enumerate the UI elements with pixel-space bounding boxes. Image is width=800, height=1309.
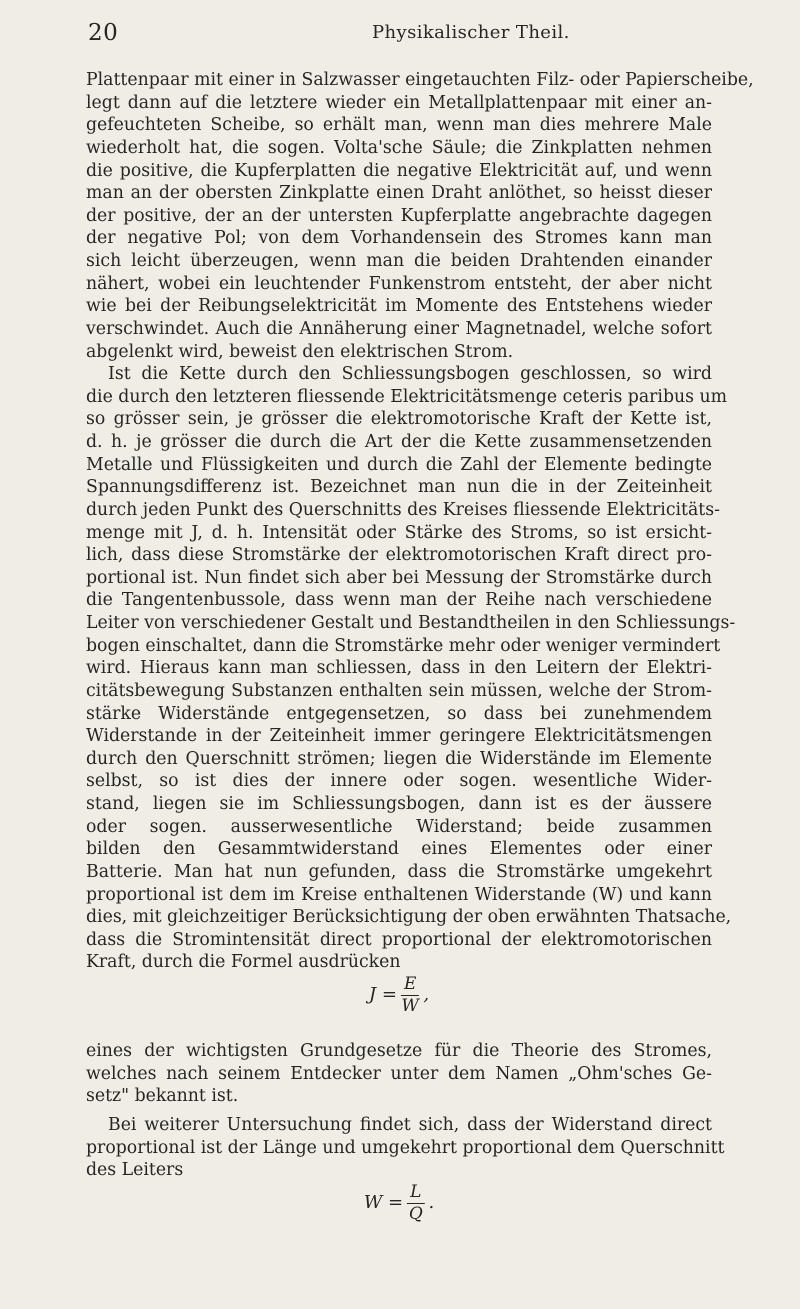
text-line: Batterie. Man hat nun gefunden, dass die Stromstärke umgekehrt [86, 861, 712, 882]
text-line: setz" bekannt ist. [86, 1086, 239, 1107]
text-line: eines der wichtigsten Grundgesetze für die Theorie des Stromes, [86, 1041, 712, 1061]
text-line: durch den Querschnitt strömen; liegen die Widerstände im Elemente [86, 748, 712, 769]
text-line: dies, mit gleichzeitiger Berücksichtigung der oben erwähnten Thatsache, [86, 907, 732, 928]
paragraph-volta-pile [86, 69, 754, 363]
text-line: Bei weiterer Untersuchung findet sich, dass der Widerstand direct [108, 1114, 712, 1135]
text-line: durch jeden Punkt des Querschnitts des Kreises fliessende Elektricitäts- [86, 499, 720, 520]
text-line: Widerstande in der Zeiteinheit immer geringere Elektricitätsmengen [86, 726, 712, 747]
text-line: wird. Hieraus kann man schliessen, dass in den Leitern der Elektri- [86, 658, 712, 679]
text-line: verschwindet. Auch die Annäherung einer Magnetnadel, welche sofort [86, 318, 712, 339]
text-line: stärke Widerstände entgegensetzen, so dass bei zunehmendem [86, 703, 712, 724]
text-line: so grösser sein, je grösser die elektromotorische Kraft der Kette ist, [86, 409, 712, 430]
text-line: Spannungsdifferenz ist. Bezeichnet man nun die in der Zeiteinheit [86, 477, 712, 498]
text-line: die positive, die Kupferplatten die negative Elektricität auf, und wenn [86, 160, 712, 181]
text-line: bilden den Gesammtwiderstand eines Elementes oder einer [86, 839, 712, 860]
text-line: proportional ist dem im Kreise enthaltenen Widerstande (W) und kann [86, 884, 712, 905]
text-line: gefeuchteten Scheibe, so erhält man, wenn man dies mehrere Male [86, 115, 712, 136]
text-line: legt dann auf die letztere wieder ein Metallplattenpaar mit einer an- [86, 92, 712, 113]
formula-lhs: J = [368, 984, 397, 1006]
formula-lhs: W = [363, 1191, 404, 1213]
text-line: wie bei der Reibungselektricität im Momente des Entstehens wieder [86, 296, 712, 317]
formula-denominator: W [401, 996, 419, 1016]
text-line: proportional ist der Länge und umgekehrt proportional dem Querschnitt [86, 1137, 725, 1158]
text-line: nähert, wobei ein leuchtender Funkenstrom entsteht, der aber nicht [86, 273, 712, 294]
text-line: menge mit J, d. h. Intensität oder Stärke des Stroms, so ist ersicht- [86, 522, 712, 543]
text-line: bogen einschaltet, dann die Stromstärke mehr oder weniger vermindert [86, 635, 721, 656]
text-line: Plattenpaar mit einer in Salzwasser eingetauchten Filz- oder Papierscheibe, [86, 70, 754, 90]
text-line: des Leiters [86, 1160, 184, 1181]
paragraph-ohms-law-name [86, 1040, 712, 1108]
text-line: abgelenkt wird, beweist den elektrischen Strom. [86, 341, 514, 362]
text-line: der negative Pol; von dem Vorhandensein des Stromes kann man [86, 228, 712, 249]
paragraph-current-strength [86, 363, 736, 974]
text-line: welches nach seinem Entdecker unter dem Namen „Ohm'sches Ge- [86, 1063, 712, 1084]
paragraph-resistance [86, 1114, 725, 1182]
text-line: lich, dass diese Stromstärke der elektromotorischen Kraft direct pro- [86, 545, 712, 566]
page-number: 20 [88, 20, 119, 46]
text-line: stand, liegen sie im Schliessungsbogen, dann ist es der äussere [86, 794, 712, 814]
formula-resistance [86, 1181, 712, 1246]
text-line: dass die Stromintensität direct proportional der elektromotorischen [86, 929, 712, 950]
text-line: Ist die Kette durch den Schliessungsbogen geschlossen, so wird [108, 364, 712, 385]
page-body [86, 69, 754, 1248]
formula-ohms-law [86, 976, 712, 1038]
formula-punctuation: . [428, 1191, 435, 1213]
text-line: sich leicht überzeugen, wenn man die beiden Drahtenden einander [86, 251, 712, 271]
formula-numerator: L [407, 1184, 424, 1204]
text-line: citätsbewegung Substanzen enthalten sein müssen, welche der Strom- [86, 680, 712, 701]
text-line: d. h. je grösser die durch die Art der die Kette zusammensetzenden [86, 432, 712, 452]
running-head: Physikalischer Theil. [372, 22, 570, 43]
text-line: man an der obersten Zinkplatte einen Draht anlöthet, so heisst dieser [86, 183, 712, 204]
text-line: Metalle und Flüssigkeiten und durch die Zahl der Elemente bedingte [86, 454, 712, 475]
formula-punctuation: , [423, 984, 430, 1006]
formula-numerator: E [401, 976, 419, 996]
text-line: selbst, so ist dies der innere oder sogen. wesentliche Wider- [86, 771, 712, 792]
text-line: der positive, der an der untersten Kupferplatte angebrachte dagegen [86, 205, 712, 226]
text-line: portional ist. Nun findet sich aber bei Messung der Stromstärke durch [86, 567, 712, 588]
text-line: die durch den letzteren fliessende Elektricitätsmenge ceteris paribus um [86, 386, 728, 407]
page-header [0, 16, 800, 48]
text-line: Kraft, durch die Formel ausdrücken [86, 952, 401, 973]
text-line: wiederholt hat, die sogen. Volta'sche Säule; die Zinkplatten nehmen [86, 137, 712, 158]
text-line: oder sogen. ausserwesentliche Widerstand; beide zusammen [86, 816, 712, 837]
text-line: Leiter von verschiedener Gestalt und Bestandtheilen in den Schliessungs- [86, 613, 736, 633]
text-line: die Tangentenbussole, dass wenn man der Reihe nach verschiedene [86, 590, 712, 611]
formula-denominator: Q [408, 1203, 423, 1224]
